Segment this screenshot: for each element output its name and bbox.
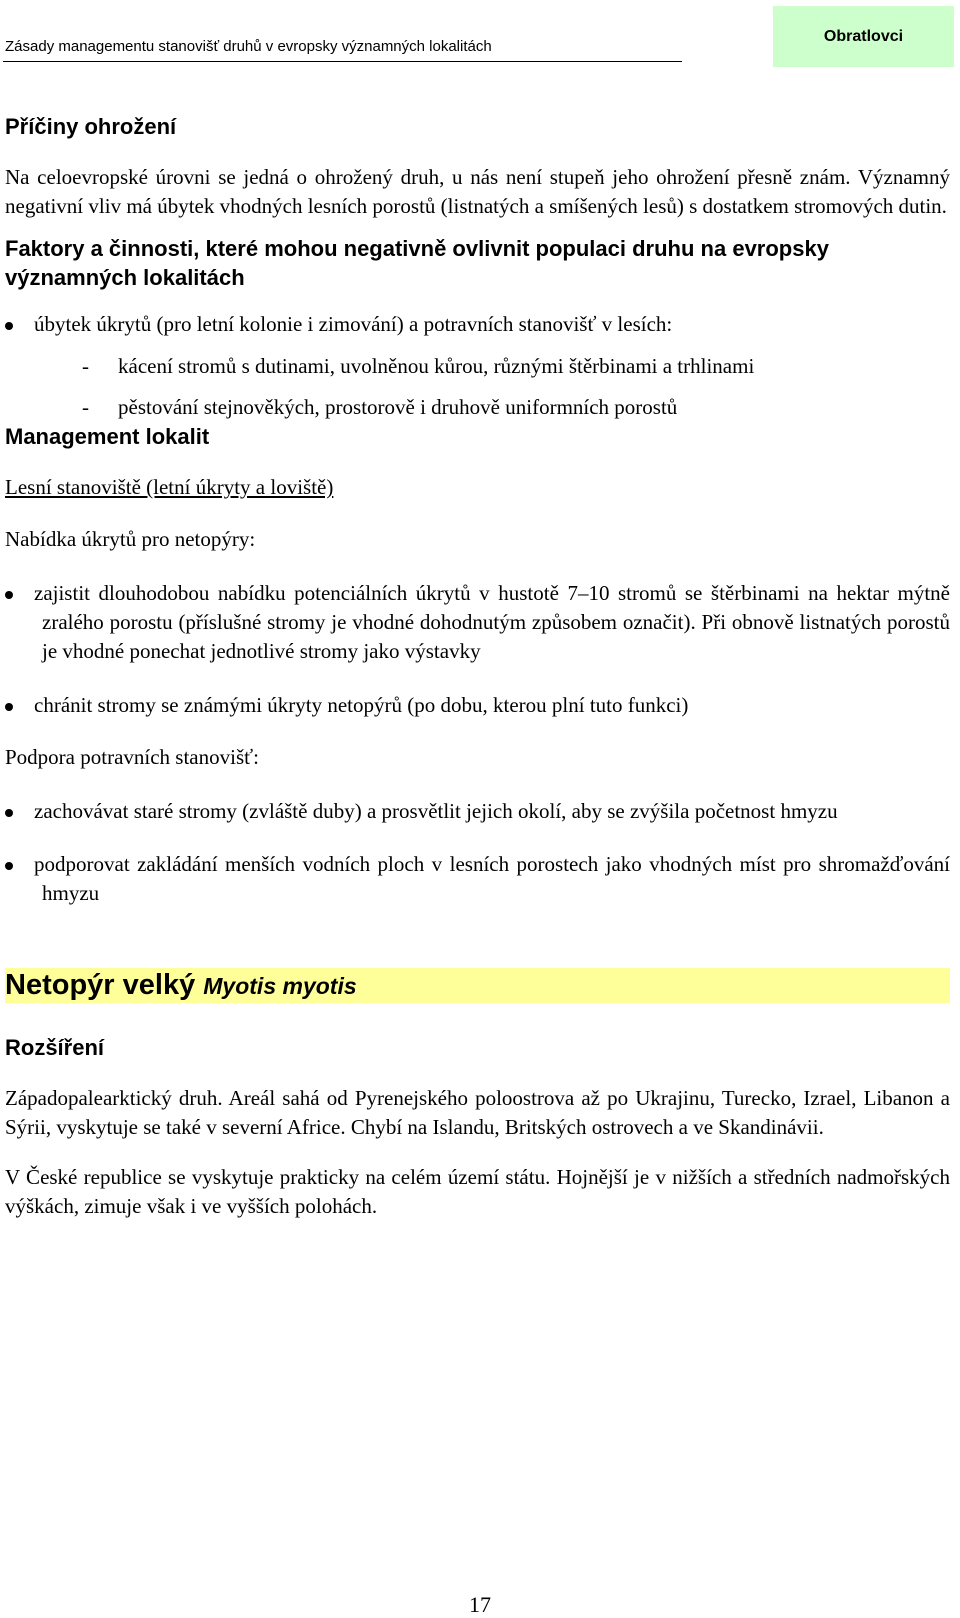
roosts-list (5, 579, 950, 720)
list-item-text: chránit stromy se známými úkryty netopýrů (po dobu, kterou plní tuto funkci) (34, 693, 689, 717)
factors-sub-list (5, 352, 950, 422)
threats-heading: Příčiny ohrožení (5, 114, 177, 139)
list-item-text: kácení stromů s dutinami, uvolněnou kůrou, různými štěrbinami a trhlinami (118, 354, 755, 378)
header-rule (3, 61, 682, 62)
list-item (5, 691, 950, 720)
list-item-text: úbytek úkrytů (pro letní kolonie i zimování) a potravních stanovišť v lesích: (34, 312, 673, 336)
list-item (5, 797, 950, 826)
distribution-paragraph-2: V České republice se vyskytuje prakticky na celém území státu. Hojnější je v nižších a středních nadmořských výškách, zimuje však i ve vyšších polohách. (5, 1165, 950, 1218)
species-name: Netopýr velký (5, 969, 196, 1001)
factors-heading: Faktory a činnosti, které mohou negativně ovlivnit populaci druhu na evropsky významných lokalitách (5, 236, 829, 290)
threats-paragraph: Na celoevropské úrovni se jedná o ohrožený druh, u nás není stupeň jeho ohrožení přesně znám. Významný negativní vliv má úbytek vhodných lesních porostů (listnatých a smíšených lesů) s dostatkem stromových dutin. (5, 165, 950, 218)
bullet-icon (5, 703, 13, 711)
list-item-text: zachovávat staré stromy (zvláště duby) a prosvětlit jejich okolí, aby se zvýšila početnost hmyzu (34, 799, 838, 823)
bullet-icon (5, 809, 13, 817)
feeding-list (5, 797, 950, 908)
category-badge: Obratlovci (773, 6, 954, 67)
list-item (5, 850, 950, 908)
page-body (5, 112, 950, 1221)
list-item (5, 310, 950, 339)
bullet-icon (5, 322, 13, 330)
roosts-intro: Nabídka úkrytů pro netopýry: (5, 527, 256, 551)
list-item (5, 352, 950, 381)
dash-marker: - (82, 354, 89, 378)
management-heading: Management lokalit (5, 424, 210, 449)
feeding-intro: Podpora potravních stanovišť: (5, 745, 259, 769)
species-title-bar (5, 968, 950, 1003)
distribution-paragraph-1: Západopalearktický druh. Areál sahá od Pyrenejského poloostrova až po Ukrajinu, Turecko, Izrael, Libanon a Sýrii, vyskytuje se také v severní Africe. Chybí na Islandu, Britských ostrovech a ve Skandinávii. (5, 1086, 950, 1139)
dash-marker: - (82, 395, 89, 419)
distribution-heading: Rozšíření (5, 1035, 105, 1060)
list-item (5, 579, 950, 666)
bullet-icon (5, 862, 13, 870)
list-item-text: zajistit dlouhodobou nabídku potenciálních úkrytů v hustotě 7–10 stromů se štěrbinami na hektar mýtně zralého porostu (příslušné stromy je vhodné dohodnutým způsobem označit). Při obnově listnatých porostů je vhodné ponechat jednotlivé stromy jako výstavky (34, 581, 950, 663)
factors-list (5, 310, 950, 339)
running-header-title: Zásady managementu stanovišť druhů v evropsky významných lokalitách (5, 38, 492, 55)
page-number: 17 (469, 1592, 491, 1617)
bullet-icon (5, 591, 13, 599)
list-item-text: pěstování stejnověkých, prostorově i druhově uniformních porostů (118, 395, 678, 419)
species-latin-name: Myotis myotis (203, 973, 357, 999)
list-item-text: podporovat zakládání menších vodních ploch v lesních porostech jako vhodných míst pro shromažďování hmyzu (34, 852, 950, 905)
forest-habitats-subheading: Lesní stanoviště (letní úkryty a loviště) (5, 475, 334, 499)
list-item (5, 393, 950, 422)
